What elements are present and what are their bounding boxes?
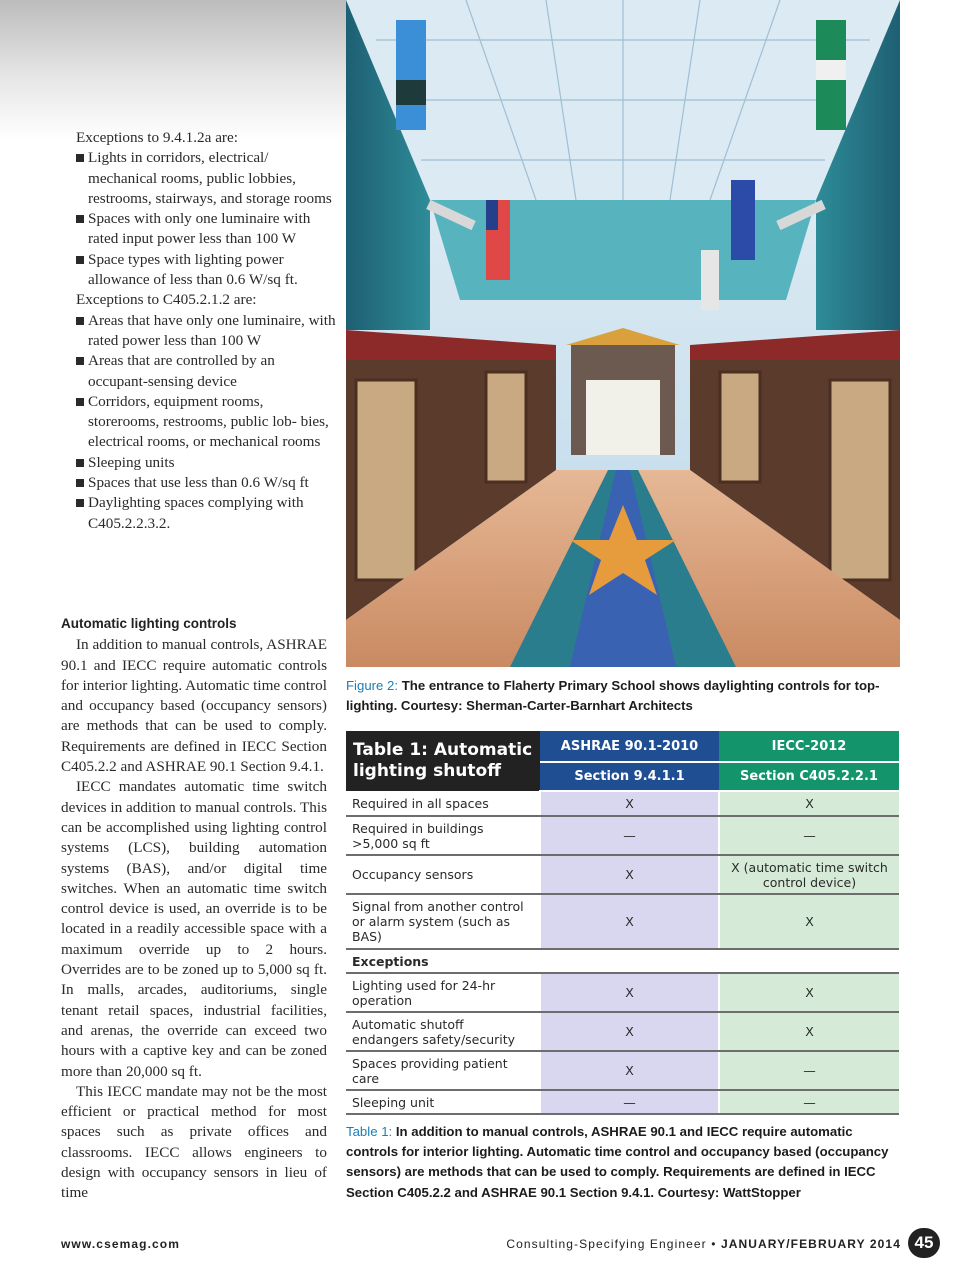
list-item: Spaces that use less than 0.6 W/sq ft bbox=[76, 473, 338, 493]
table-1 bbox=[346, 731, 899, 1115]
table-row: Required in buildings >5,000 sq ft — — bbox=[346, 816, 899, 855]
exceptions-label: Exceptions bbox=[346, 949, 899, 973]
page-footer bbox=[61, 1237, 901, 1253]
figure-2-photo bbox=[346, 0, 900, 667]
bullet-square-icon bbox=[76, 499, 84, 507]
column-header-iecc: IECC-2012 bbox=[719, 731, 899, 762]
article-body bbox=[61, 614, 327, 1204]
list-item: Daylighting spaces complying with C405.2.2.3.2. bbox=[76, 493, 338, 534]
exceptions-heading-1: Exceptions to 9.4.1.2a are: bbox=[76, 129, 238, 146]
bullet-square-icon bbox=[76, 317, 84, 325]
table-row: Required in all spaces X X bbox=[346, 791, 899, 816]
bullet-square-icon bbox=[76, 215, 84, 223]
corridor-photo-illustration bbox=[346, 0, 900, 667]
magazine-credit: Consulting-Specifying Engineer • JANUARY/FEBRUARY 2014 bbox=[506, 1237, 901, 1251]
table-row: Lighting used for 24-hr operation X X bbox=[346, 973, 899, 1012]
list-item: Space types with lighting power allowance of less than 0.6 W/sq ft. bbox=[76, 250, 338, 291]
table-row: Automatic shutoff endangers safety/security X X bbox=[346, 1012, 899, 1051]
table-1-caption-text: In addition to manual controls, ASHRAE 90.1 and IECC require automatic controls for interior lighting. Automatic time control and occupancy based (occupancy sensors) are methods that can be used to comply. Requirements are defined in IECC Section C405.2.2 and ASHRAE 90.1 Section 9.4.1. Courtesy: WattStopper bbox=[346, 1124, 889, 1200]
table-row: Signal from another control or alarm system (such as BAS) X X bbox=[346, 894, 899, 949]
top-shade bbox=[0, 0, 346, 140]
bullet-square-icon bbox=[76, 459, 84, 467]
figure-2-label: Figure 2: bbox=[346, 678, 399, 693]
list-item: Lights in corridors, electrical/ mechanical rooms, public lobbies, restrooms, stairways, and storage rooms bbox=[76, 148, 338, 209]
column-subheader-iecc: Section C405.2.2.1 bbox=[719, 762, 899, 791]
paragraph: This IECC mandate may not be the most efficient or practical method for most spaces such as private offices and classrooms. IECC allows engineers to design with occupancy sensors in lieu of time bbox=[61, 1082, 327, 1202]
list-item: Spaces with only one luminaire with rated input power less than 100 W bbox=[76, 209, 338, 250]
table-1-caption bbox=[346, 1122, 902, 1203]
page-number: 45 bbox=[908, 1228, 940, 1258]
bullet-square-icon bbox=[76, 256, 84, 264]
table-row: Occupancy sensors X X (automatic time switch control device) bbox=[346, 855, 899, 894]
table-exceptions-row bbox=[346, 949, 899, 973]
bullet-square-icon bbox=[76, 357, 84, 365]
bullet-square-icon bbox=[76, 154, 84, 162]
figure-2-caption bbox=[346, 676, 902, 716]
table-1-title: Table 1: Automatic lighting shutoff bbox=[346, 731, 540, 791]
bullet-square-icon bbox=[76, 479, 84, 487]
list-item: Areas that have only one luminaire, with rated power less than 100 W bbox=[76, 311, 338, 352]
list-item: Corridors, equipment rooms, storerooms, restrooms, public lob- bies, electrical rooms, or mechanical rooms bbox=[76, 392, 338, 453]
column-subheader-ashrae: Section 9.4.1.1 bbox=[540, 762, 719, 791]
figure-2-text: The entrance to Flaherty Primary School shows daylighting controls for top-lighting. Courtesy: Sherman-Carter-Barnhart Architects bbox=[346, 678, 880, 714]
paragraph: In addition to manual controls, ASHRAE 90.1 and IECC require automatic controls for interior lighting. Automatic time control and occupancy based (occupancy sensors) are methods that can be used to comply. Requirements are defined in IECC Section C405.2.2 and ASHRAE 90.1 Section 9.4.1. bbox=[61, 636, 327, 776]
paragraph: IECC mandates automatic time switch devices in addition to manual controls. This can be accomplished using lighting control systems (LCS), building automation systems (BAS), and/or digital time switches. When an automatic time switch control device is used, an override is to be located in a readily accessible space with a maximum override up to 2 hours. Overrides are to be zoned up to 5,000 sq ft. In malls, arcades, auditoriums, single tenant retail spaces, industrial facilities, and arenas, the override can exceed two hours with a captive key and can be zoned more than 20,000 sq ft. bbox=[61, 778, 327, 1080]
table-row: Spaces providing patient care X — bbox=[346, 1051, 899, 1090]
bullet-square-icon bbox=[76, 398, 84, 406]
column-header-ashrae: ASHRAE 90.1-2010 bbox=[540, 731, 719, 762]
website-link[interactable]: www.csemag.com bbox=[61, 1237, 180, 1251]
list-item: Sleeping units bbox=[76, 453, 338, 473]
table-row: Sleeping unit — — bbox=[346, 1090, 899, 1114]
table-1-label: Table 1: bbox=[346, 1124, 393, 1139]
exceptions-heading-2: Exceptions to C405.2.1.2 are: bbox=[76, 291, 257, 309]
list-item: Areas that are controlled by an occupant-sensing device bbox=[76, 351, 338, 392]
section-heading: Automatic lighting controls bbox=[61, 616, 237, 631]
exceptions-list bbox=[76, 128, 338, 534]
